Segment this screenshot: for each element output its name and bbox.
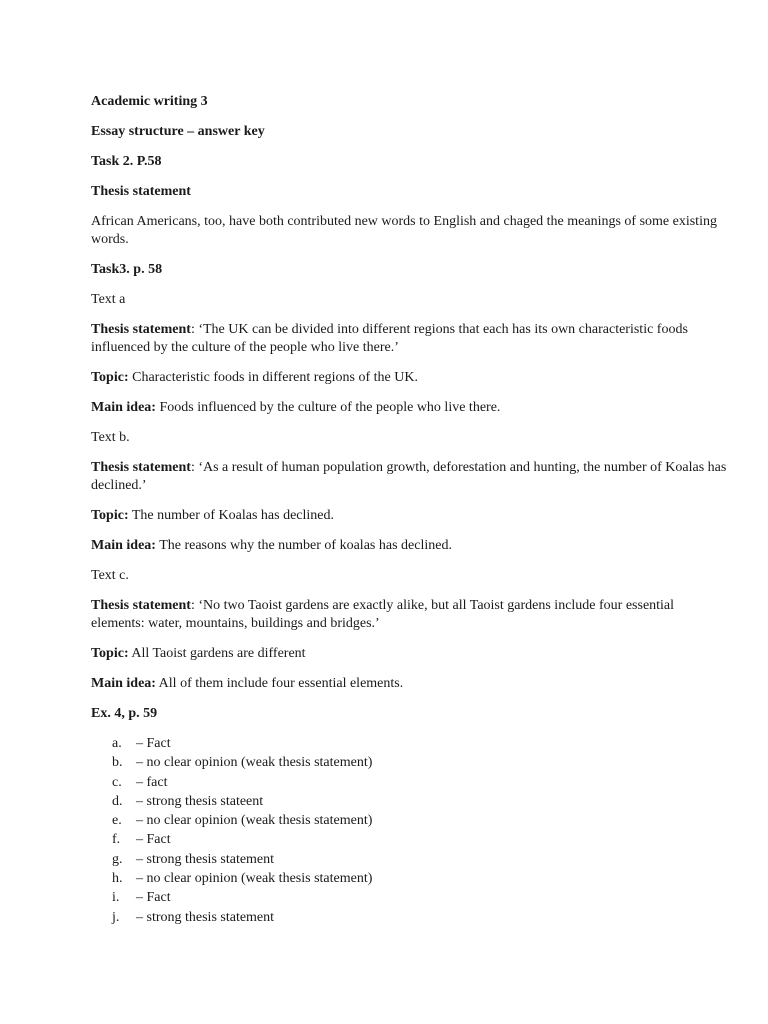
list-marker: j. (112, 909, 120, 925)
text-c-label: Text c. (91, 568, 129, 583)
list-item (91, 908, 731, 927)
topic-label: Topic: (91, 646, 129, 661)
text-b-thesis (91, 459, 731, 495)
main-idea-text: The reasons why the number of koalas has declined. (155, 538, 452, 553)
list-item-text: – no clear opinion (weak thesis statement) (136, 813, 373, 829)
list-item-text: – no clear opinion (weak thesis statement) (136, 755, 373, 771)
topic-text: Characteristic foods in different regions of the UK. (128, 370, 418, 385)
list-marker: d. (112, 793, 123, 809)
list-marker: e. (112, 813, 122, 829)
list-item (91, 811, 731, 830)
text-b-label: Text b. (91, 430, 130, 445)
list-item (91, 830, 731, 849)
topic-label: Topic: (91, 370, 129, 385)
list-marker: g. (112, 851, 123, 867)
topic-text: The number of Koalas has declined. (128, 508, 335, 523)
thesis-label: Thesis statement (91, 460, 191, 475)
list-item-text: – no clear opinion (weak thesis statement) (136, 871, 373, 887)
ex4-answer-list (91, 734, 731, 927)
topic-label: Topic: (91, 508, 129, 523)
task2-heading: Task 2. P.58 (91, 154, 162, 169)
main-idea-label: Main idea: (91, 676, 156, 691)
text-b-main-idea (91, 537, 731, 555)
list-marker: h. (112, 871, 123, 887)
thesis-text: : ‘As a result of human population growth, deforestation and hunting, the number of Koalas has declined.’ (91, 460, 727, 493)
list-item-text: – Fact (136, 736, 171, 751)
thesis-text: : ‘No two Taoist gardens are exactly alike, but all Taoist gardens include four essential elements: water, mountains, buildings and bridges.’ (91, 598, 675, 631)
main-idea-label: Main idea: (91, 538, 156, 553)
list-item-text: – fact (136, 774, 168, 790)
list-item-text: – Fact (136, 832, 171, 848)
list-item (91, 753, 731, 772)
list-item-text: – strong thesis statement (136, 909, 275, 925)
list-item (91, 850, 731, 869)
text-a-thesis (91, 321, 731, 357)
main-idea-text: Foods influenced by the culture of the people who live there. (155, 400, 501, 415)
list-item (91, 773, 731, 792)
text-a-topic (91, 369, 731, 387)
document-page (91, 93, 731, 927)
text-c-thesis (91, 597, 731, 633)
list-item (91, 888, 731, 907)
main-idea-label: Main idea: (91, 400, 156, 415)
document-subtitle: Essay structure – answer key (91, 124, 265, 139)
text-a-label: Text a (91, 292, 126, 307)
list-item-text: – strong thesis stateent (136, 793, 264, 809)
thesis-text: : ‘The UK can be divided into different regions that each has its own characteristic foods influenced by the culture of the people who live there.’ (91, 322, 688, 355)
text-c-main-idea (91, 675, 731, 693)
task2-thesis-text: African Americans, too, have both contributed new words to English and chaged the meanings of some existing words. (91, 214, 717, 247)
list-item-text: – Fact (136, 890, 171, 906)
thesis-label: Thesis statement (91, 322, 191, 337)
thesis-label: Thesis statement (91, 598, 191, 613)
list-item (91, 792, 731, 811)
list-item (91, 869, 731, 888)
text-a-main-idea (91, 399, 731, 417)
task2-thesis-heading: Thesis statement (91, 184, 191, 199)
topic-text: All Taoist gardens are different (128, 646, 306, 661)
list-item-text: – strong thesis statement (136, 851, 275, 867)
text-b-topic (91, 507, 731, 525)
task3-heading: Task3. p. 58 (91, 262, 163, 277)
list-item (91, 734, 731, 753)
list-marker: c. (112, 774, 122, 790)
main-idea-text: All of them include four essential elements. (155, 676, 404, 691)
list-marker: b. (112, 755, 123, 771)
list-marker: a. (112, 736, 122, 751)
list-marker: i. (112, 890, 120, 906)
text-c-topic (91, 645, 731, 663)
list-marker: f. (112, 832, 121, 848)
ex4-heading: Ex. 4, p. 59 (91, 706, 158, 721)
document-title: Academic writing 3 (91, 94, 208, 109)
